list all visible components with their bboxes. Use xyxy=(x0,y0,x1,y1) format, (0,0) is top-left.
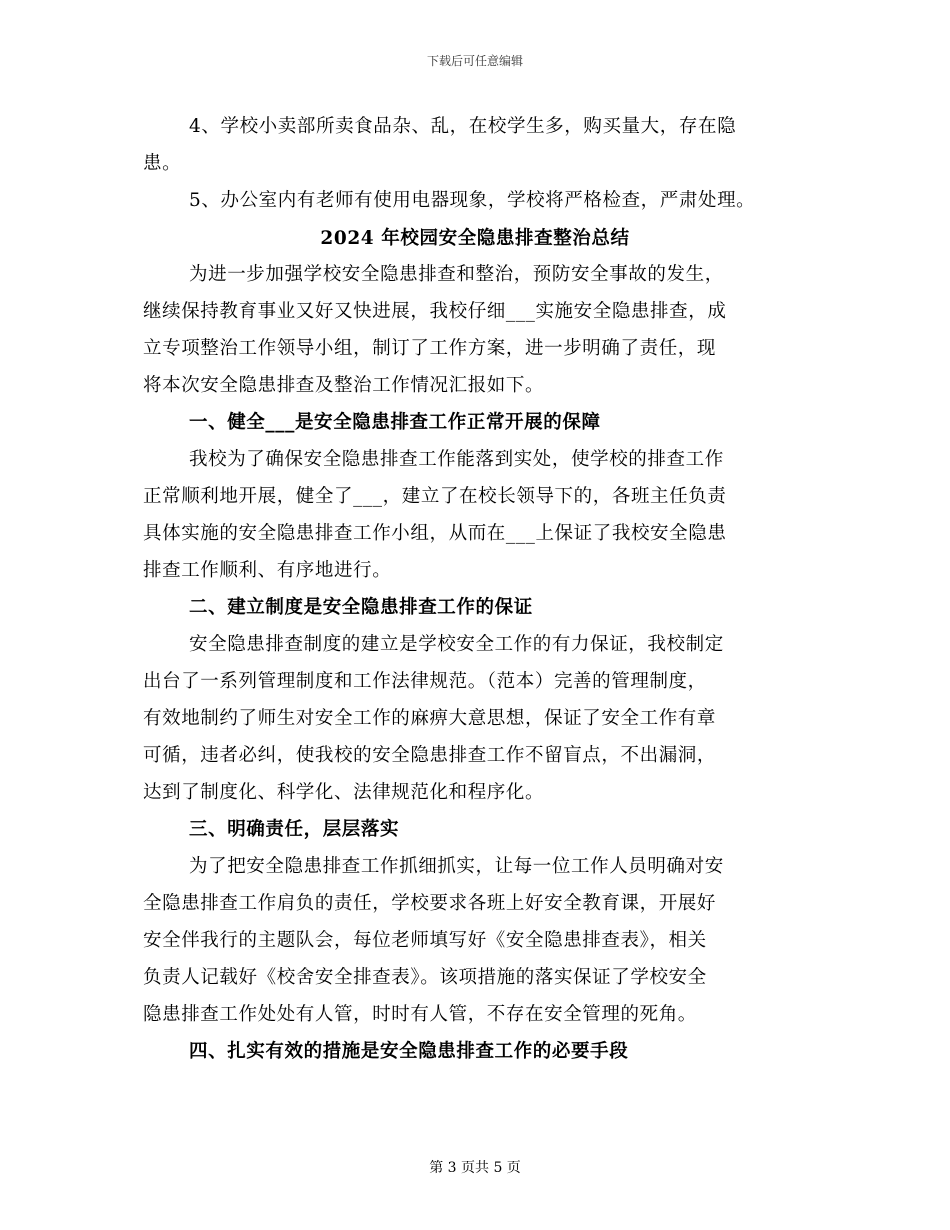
paragraph-line: 可循，违者必纠，使我校的安全隐患排查工作不留盲点，不出漏洞， xyxy=(143,745,717,766)
paragraph-line: 全隐患排查工作肩负的责任，学校要求各班上好安全教育课，开展好 xyxy=(143,893,717,914)
paragraph-line: 我校为了确保安全隐患排查工作能落到实处，使学校的排查工作 xyxy=(189,449,724,470)
paragraph-line: 出台了一系列管理制度和工作法律规范。（范本）完善的管理制度， xyxy=(143,671,707,692)
document-title: 2024 年校园安全隐患排查整治总结 xyxy=(320,228,630,249)
section-heading: 一、健全___是安全隐患排查工作正常开展的保障 xyxy=(189,412,601,433)
paragraph-line: 具体实施的安全隐患排查工作小组，从而在___上保证了我校安全隐患 xyxy=(143,523,727,544)
paragraph-line: 正常顺利地开展，健全了___，建立了在校长领导下的，各班主任负责 xyxy=(143,486,727,507)
paragraph-line: 5、办公室内有老师有使用电器现象，学校将严格检查，严肃处理。 xyxy=(189,190,756,211)
paragraph-line: 将本次安全隐患排查及整治工作情况汇报如下。 xyxy=(143,375,545,396)
paragraph-line: 患。 xyxy=(143,153,182,174)
page-header: 下载后可任意编辑 xyxy=(426,54,523,68)
section-heading: 四、扎实有效的措施是安全隐患排查工作的必要手段 xyxy=(189,1041,629,1062)
paragraph-line: 有效地制约了师生对安全工作的麻痹大意思想，保证了安全工作有章 xyxy=(143,708,717,729)
paragraph-line: 立专项整治工作领导小组，制订了工作方案，进一步明确了责任，现 xyxy=(143,338,717,359)
paragraph-line: 安全隐患排查制度的建立是学校安全工作的有力保证，我校制定 xyxy=(189,634,724,655)
paragraph-line: 排查工作顺利、有序地进行。 xyxy=(143,560,392,581)
paragraph-line: 4、学校小卖部所卖食品杂、乱，在校学生多，购买量大，存在隐 xyxy=(189,116,737,137)
paragraph-line: 达到了制度化、科学化、法律规范化和程序化。 xyxy=(143,782,545,803)
page-footer: 第 3 页共 5 页 xyxy=(429,1160,521,1176)
paragraph-line: 为进一步加强学校安全隐患排查和整治，预防安全事故的发生， xyxy=(189,264,724,285)
paragraph-line: 安全伴我行的主题队会，每位老师填写好《安全隐患排查表》，相关 xyxy=(143,930,707,951)
paragraph-line: 隐患排查工作处处有人管，时时有人管，不存在安全管理的死角。 xyxy=(143,1004,697,1025)
paragraph-line: 继续保持教育事业又好又快进展，我校仔细___实施安全隐患排查，成 xyxy=(143,301,727,322)
section-heading: 二、建立制度是安全隐患排查工作的保证 xyxy=(189,597,533,618)
paragraph-line: 为了把安全隐患排查工作抓细抓实，让每一位工作人员明确对安 xyxy=(189,856,724,877)
section-heading: 三、明确责任，层层落实 xyxy=(189,819,400,840)
paragraph-line: 负责人记载好《校舍安全排查表》。该项措施的落实保证了学校安全 xyxy=(143,967,707,988)
